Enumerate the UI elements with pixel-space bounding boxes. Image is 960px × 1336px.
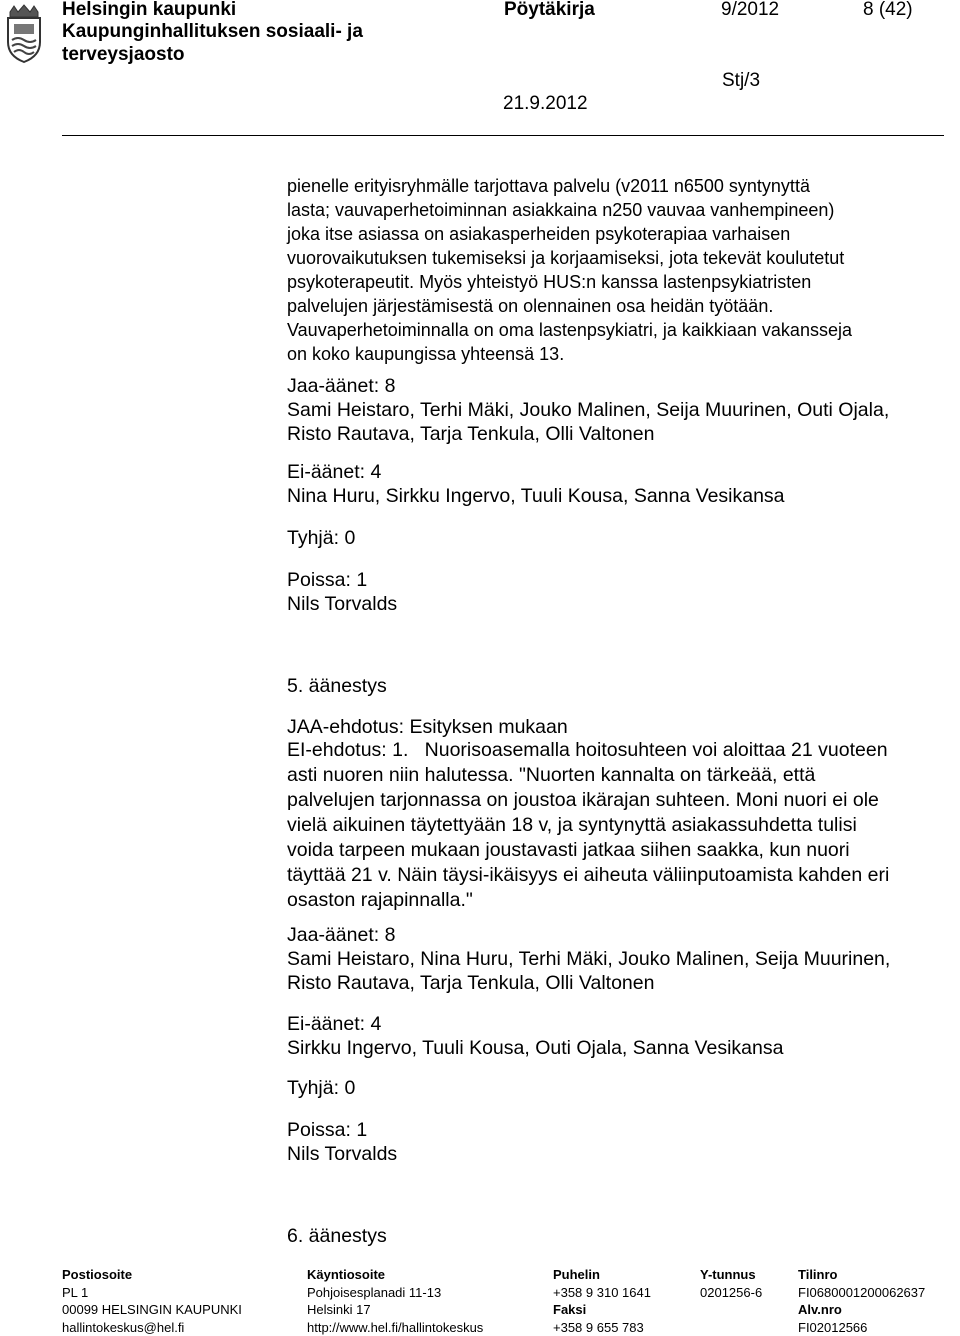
footer-heading: Alv.nro	[798, 1301, 925, 1319]
footer-line: 0201256-6	[700, 1284, 762, 1302]
vote5-jaa-proposal: JAA-ehdotus: Esityksen mukaan	[287, 715, 568, 740]
footer-line: Pohjoisesplanadi 11-13	[307, 1284, 483, 1302]
paragraph-line: Vauvaperhetoiminnalla on oma lastenpsykiatri, ja kaikkiaan vakansseja	[287, 318, 852, 342]
footer-business-id	[700, 1266, 762, 1301]
paragraph-line: pienelle erityisryhmälle tarjottava palvelu (v2011 n6500 syntynyttä	[287, 174, 852, 198]
footer	[0, 1266, 960, 1332]
vote5-yes-names-cont: Risto Rautava, Tarja Tenkula, Olli Valtonen	[287, 971, 654, 996]
vote5-absent-label: Poissa: 1	[287, 1118, 367, 1143]
proposal-line: täyttää 21 v. Näin täysi-ikäisyys ei aiheuta väliinputoamista kahden eri	[287, 863, 889, 888]
footer-website-link[interactable]: http://www.hel.fi/hallintokeskus	[307, 1319, 483, 1336]
org-committee-cont: terveysjaosto	[62, 44, 185, 66]
footer-postal-address	[62, 1266, 242, 1336]
paragraph-line: on koko kaupungissa yhteensä 13.	[287, 342, 852, 366]
proposal-line: EI-ehdotus: 1. Nuorisoasemalla hoitosuhteen voi aloittaa 21 vuoteen	[287, 738, 889, 763]
proposal-line: osaston rajapinnalla."	[287, 888, 889, 913]
vote5-yes-names: Sami Heistaro, Nina Huru, Terhi Mäki, Jouko Malinen, Seija Muurinen,	[287, 947, 890, 972]
vote4-yes-names: Sami Heistaro, Terhi Mäki, Jouko Malinen, Seija Muurinen, Outi Ojala,	[287, 398, 889, 423]
vote4-yes-names-cont: Risto Rautava, Tarja Tenkula, Olli Valtonen	[287, 422, 654, 447]
paragraph-line: lasta; vauvaperhetoiminnan asiakkaina n250 vauvaa vanhempineen)	[287, 198, 852, 222]
footer-email-link[interactable]: hallintokeskus@hel.fi	[62, 1319, 242, 1336]
footer-line: +358 9 310 1641	[553, 1284, 651, 1302]
footer-heading: Tilinro	[798, 1266, 925, 1284]
footer-heading: Puhelin	[553, 1266, 651, 1284]
proposal-line: palvelujen tarjonnassa on joustoa ikärajan suhteen. Moni nuori ei ole	[287, 788, 889, 813]
vote5-no-names: Sirkku Ingervo, Tuuli Kousa, Outi Ojala, Sanna Vesikansa	[287, 1036, 783, 1061]
vote5-empty-label: Tyhjä: 0	[287, 1076, 355, 1101]
vote4-empty-label: Tyhjä: 0	[287, 526, 355, 551]
section-code: Stj/3	[722, 70, 760, 92]
vote4-absent-label: Poissa: 1	[287, 568, 367, 593]
footer-account	[798, 1266, 925, 1336]
vote4-yes-label: Jaa-äänet: 8	[287, 374, 395, 399]
footer-line: FI02012566	[798, 1319, 925, 1336]
footer-line: PL 1	[62, 1284, 242, 1302]
footer-line: Helsinki 17	[307, 1301, 483, 1319]
footer-line: +358 9 655 783	[553, 1319, 651, 1336]
paragraph-line: palvelujen järjestämisestä on olennainen osa heidän työtään.	[287, 294, 852, 318]
helsinki-crest-logo	[4, 4, 44, 64]
page-number: 8 (42)	[863, 0, 913, 21]
org-committee: Kaupunginhallituksen sosiaali- ja	[62, 21, 363, 43]
proposal-line: voida tarpeen mukaan joustavasti jatkaa siihen saakka, kun nuori	[287, 838, 889, 863]
vote5-yes-label: Jaa-äänet: 8	[287, 923, 395, 948]
footer-heading: Käyntiosoite	[307, 1266, 483, 1284]
footer-line: FI0680001200062637	[798, 1284, 925, 1302]
vote5-heading: 5. äänestys	[287, 674, 387, 699]
vote4-no-names: Nina Huru, Sirkku Ingervo, Tuuli Kousa, Sanna Vesikansa	[287, 484, 785, 509]
proposal-line: vielä aikuinen täytettyään 18 v, ja syntynyttä asiakassuhdetta tulisi	[287, 813, 889, 838]
footer-heading: Y-tunnus	[700, 1266, 762, 1284]
footer-heading: Postiosoite	[62, 1266, 242, 1284]
vote6-heading: 6. äänestys	[287, 1224, 387, 1249]
org-name: Helsingin kaupunki	[62, 0, 236, 21]
proposal-line: asti nuoren niin halutessa. "Nuorten kannalta on tärkeää, että	[287, 763, 889, 788]
vote5-ei-proposal	[287, 738, 889, 913]
paragraph-line: psykoterapeutit. Myös yhteistyö HUS:n kanssa lastenpsykiatristen	[287, 270, 852, 294]
vote4-absent-names: Nils Torvalds	[287, 592, 397, 617]
header-divider	[62, 135, 944, 136]
vote5-absent-names: Nils Torvalds	[287, 1142, 397, 1167]
footer-phone	[553, 1266, 651, 1336]
document-number: 9/2012	[721, 0, 779, 21]
vote4-no-label: Ei-äänet: 4	[287, 460, 381, 485]
paragraph-line: joka itse asiassa on asiakasperheiden psykoterapiaa varhaisen	[287, 222, 852, 246]
footer-line: 00099 HELSINGIN KAUPUNKI	[62, 1301, 242, 1319]
paragraph-line: vuorovaikutuksen tukemiseksi ja korjaamiseksi, jota tekevät koulutetut	[287, 246, 852, 270]
vote5-no-label: Ei-äänet: 4	[287, 1012, 381, 1037]
body-paragraph	[287, 174, 852, 366]
meeting-date: 21.9.2012	[503, 93, 588, 115]
document-type: Pöytäkirja	[504, 0, 595, 21]
footer-visiting-address	[307, 1266, 483, 1336]
footer-heading: Faksi	[553, 1301, 651, 1319]
